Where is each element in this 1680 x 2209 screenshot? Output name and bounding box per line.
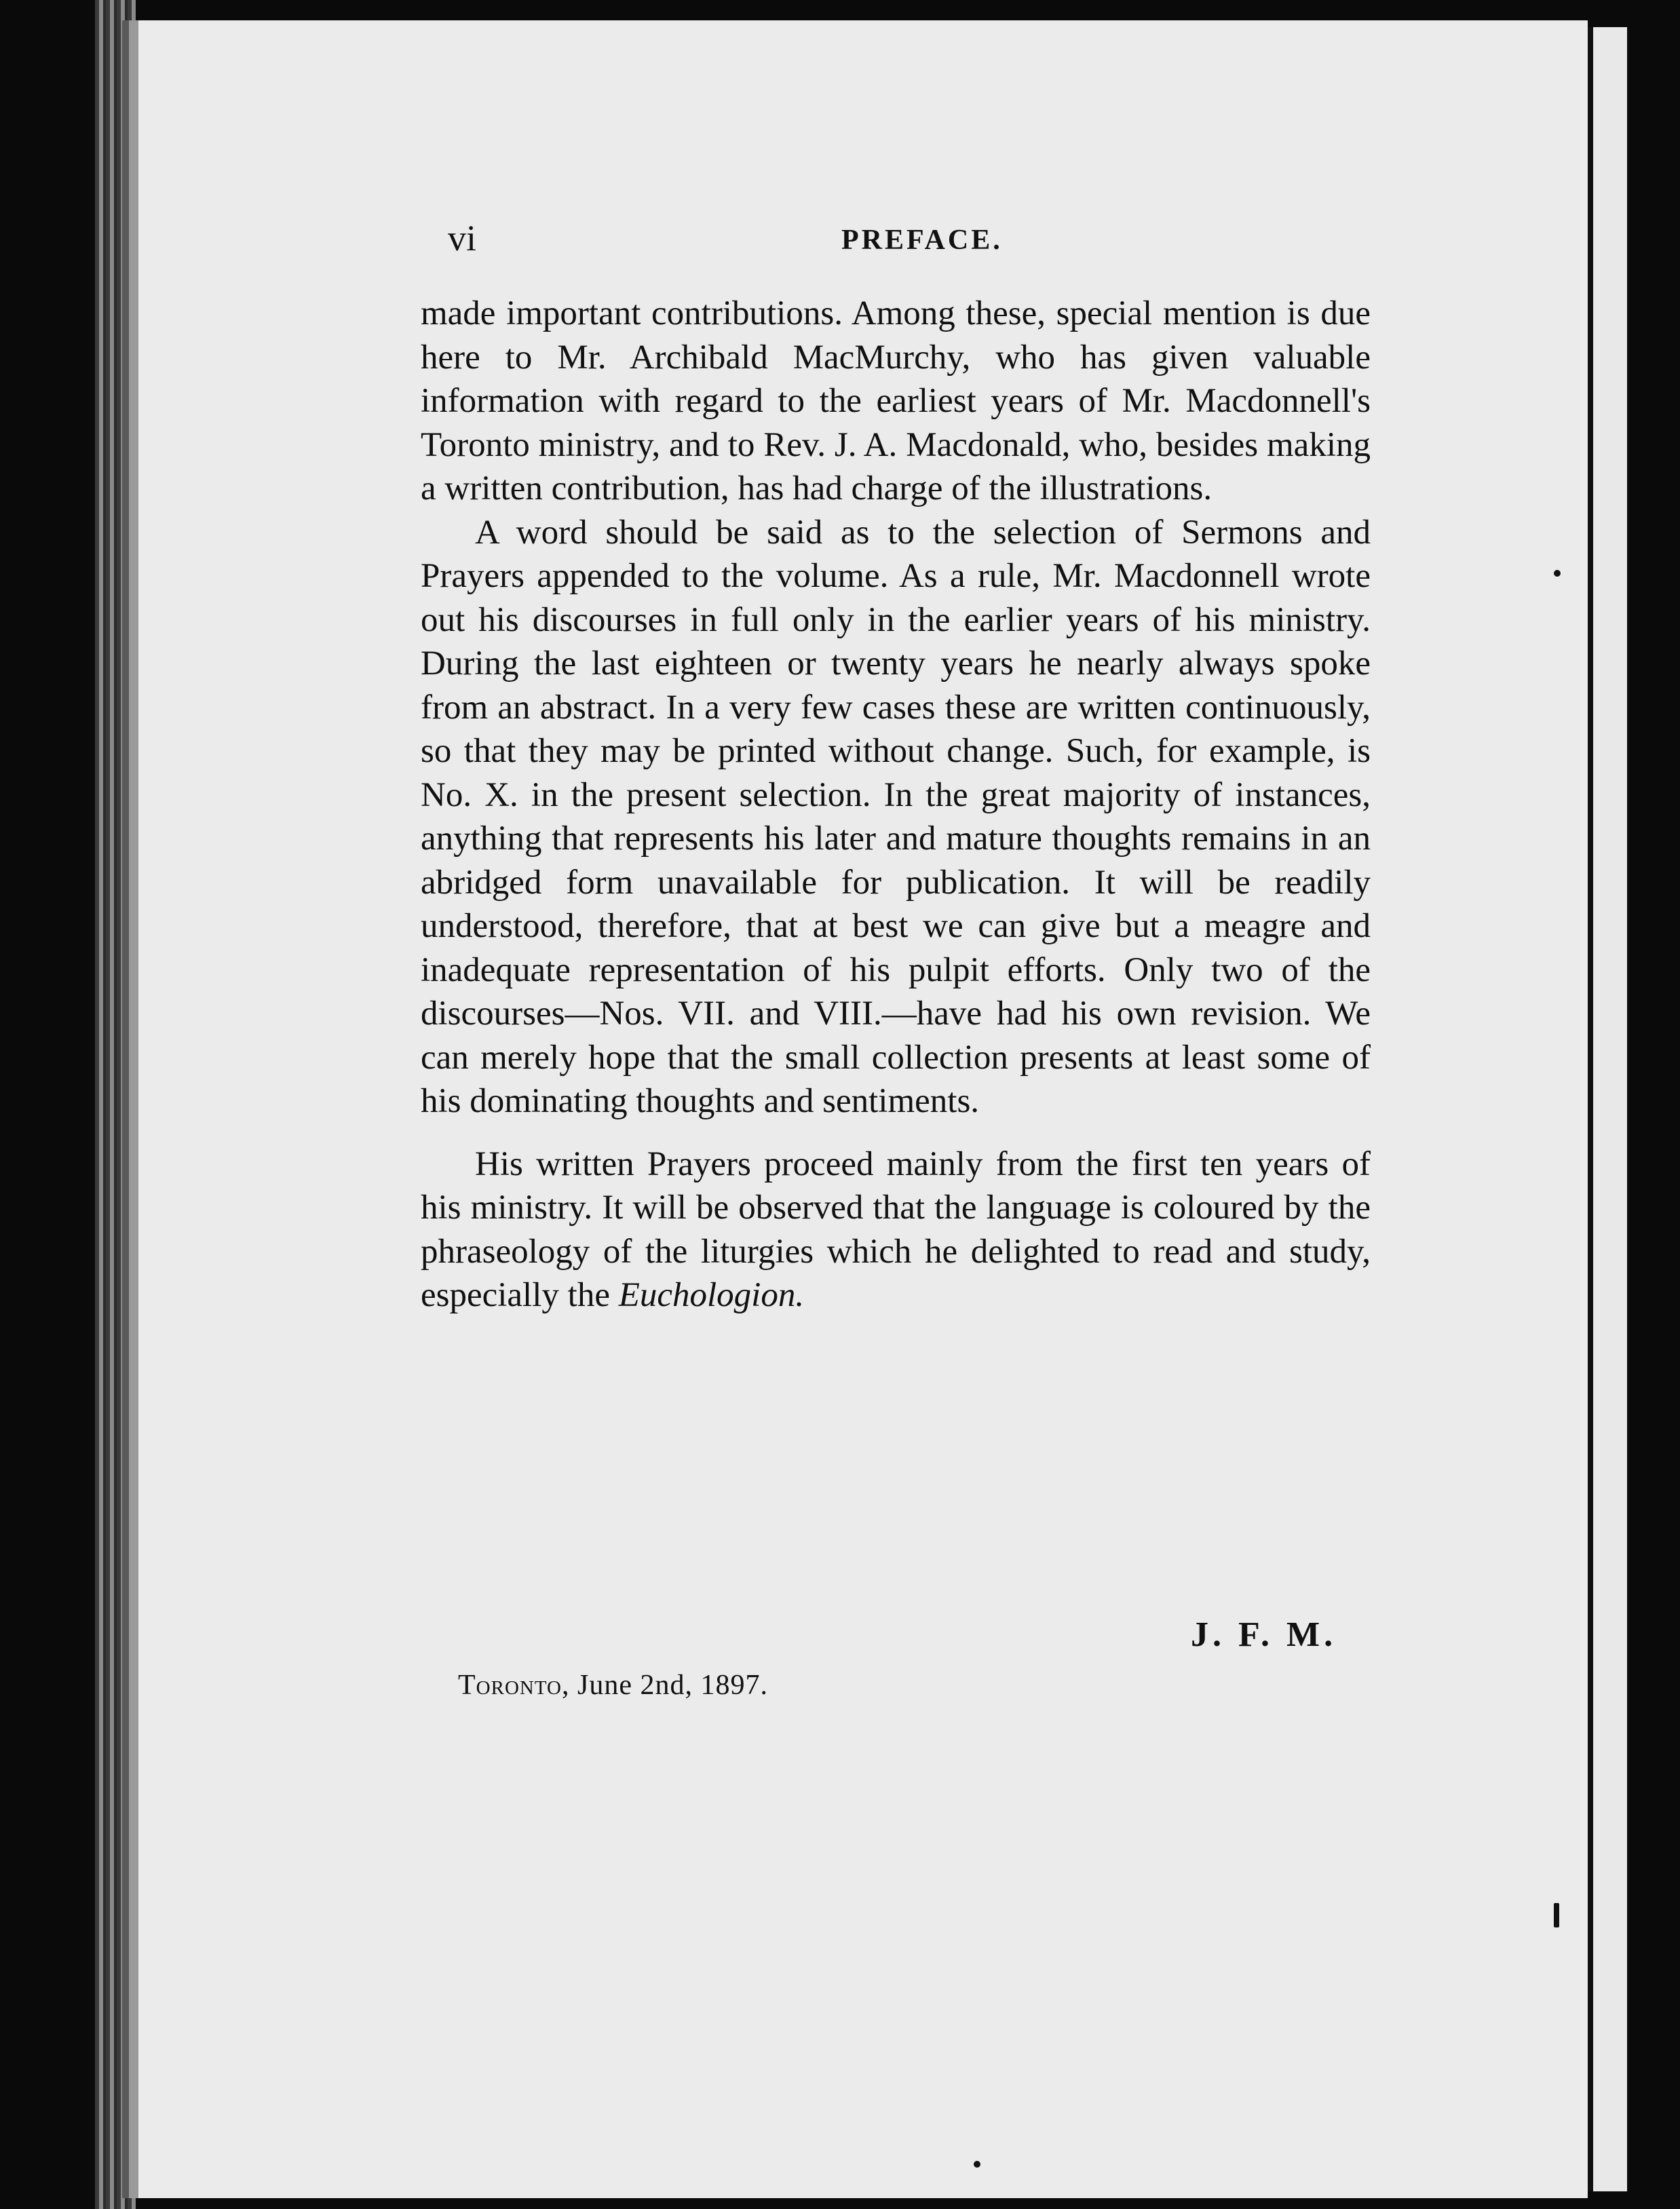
running-head: [448, 217, 1398, 278]
page-number: vi: [448, 218, 477, 258]
speck: [1554, 570, 1561, 577]
paragraph-2: A word should be said as to the selection of Sermons and Prayers appended to the volume. As a rule, Mr. Macdonnell wrote out his discourses in full only in the earlier years of his ministry. During the last eighteen or twenty years he nearly always spoke from an abstract. In a very few cases these are written continuously, so that they may be printed without change. Such, for example, is No. X. in the present selection. In the great majority of instances, anything that represents his later and mature thoughts remains in an abridged form unavailable for publication. It will be readily understood, therefore, that at best we can give but a meagre and inadequate representation of his pulpit efforts. Only two of the discourses—Nos. VII. and VIII.—have had his own revision. We can merely hope that the small collection presents at least some of his dominating thoughts and sentiments.: [421, 513, 1371, 1120]
preface-text: [421, 292, 1371, 1318]
speck: [1554, 1903, 1559, 1927]
paragraph-1: made important contributions. Among these, special mention is due here to Mr. Archibald MacMurchy, who has given valuable information with regard to the earliest years of Mr. Macdonnell's Toronto ministry, and to Rev. J. A. Macdonald, who, besides making a written contribution, has had charge of the illustrations.: [421, 294, 1371, 507]
speck: [974, 2161, 980, 2168]
paragraph-3-text: His written Prayers proceed mainly from the first ten years of his ministry. It will be observed that the language is coloured by the phraseology of the liturgies which he delighted to read and study, especially the: [421, 1145, 1371, 1314]
page-title: PREFACE.: [841, 225, 1003, 256]
italic-title: Euchologion.: [618, 1276, 805, 1314]
next-page-edge: [1581, 27, 1627, 2191]
dateline: [458, 1669, 768, 1702]
dateline-date: June 2nd, 1897.: [577, 1670, 768, 1701]
signature-initials: J. F. M.: [1191, 1615, 1337, 1654]
paragraph-3: [421, 1142, 1371, 1318]
dateline-place: Toronto,: [458, 1670, 570, 1701]
